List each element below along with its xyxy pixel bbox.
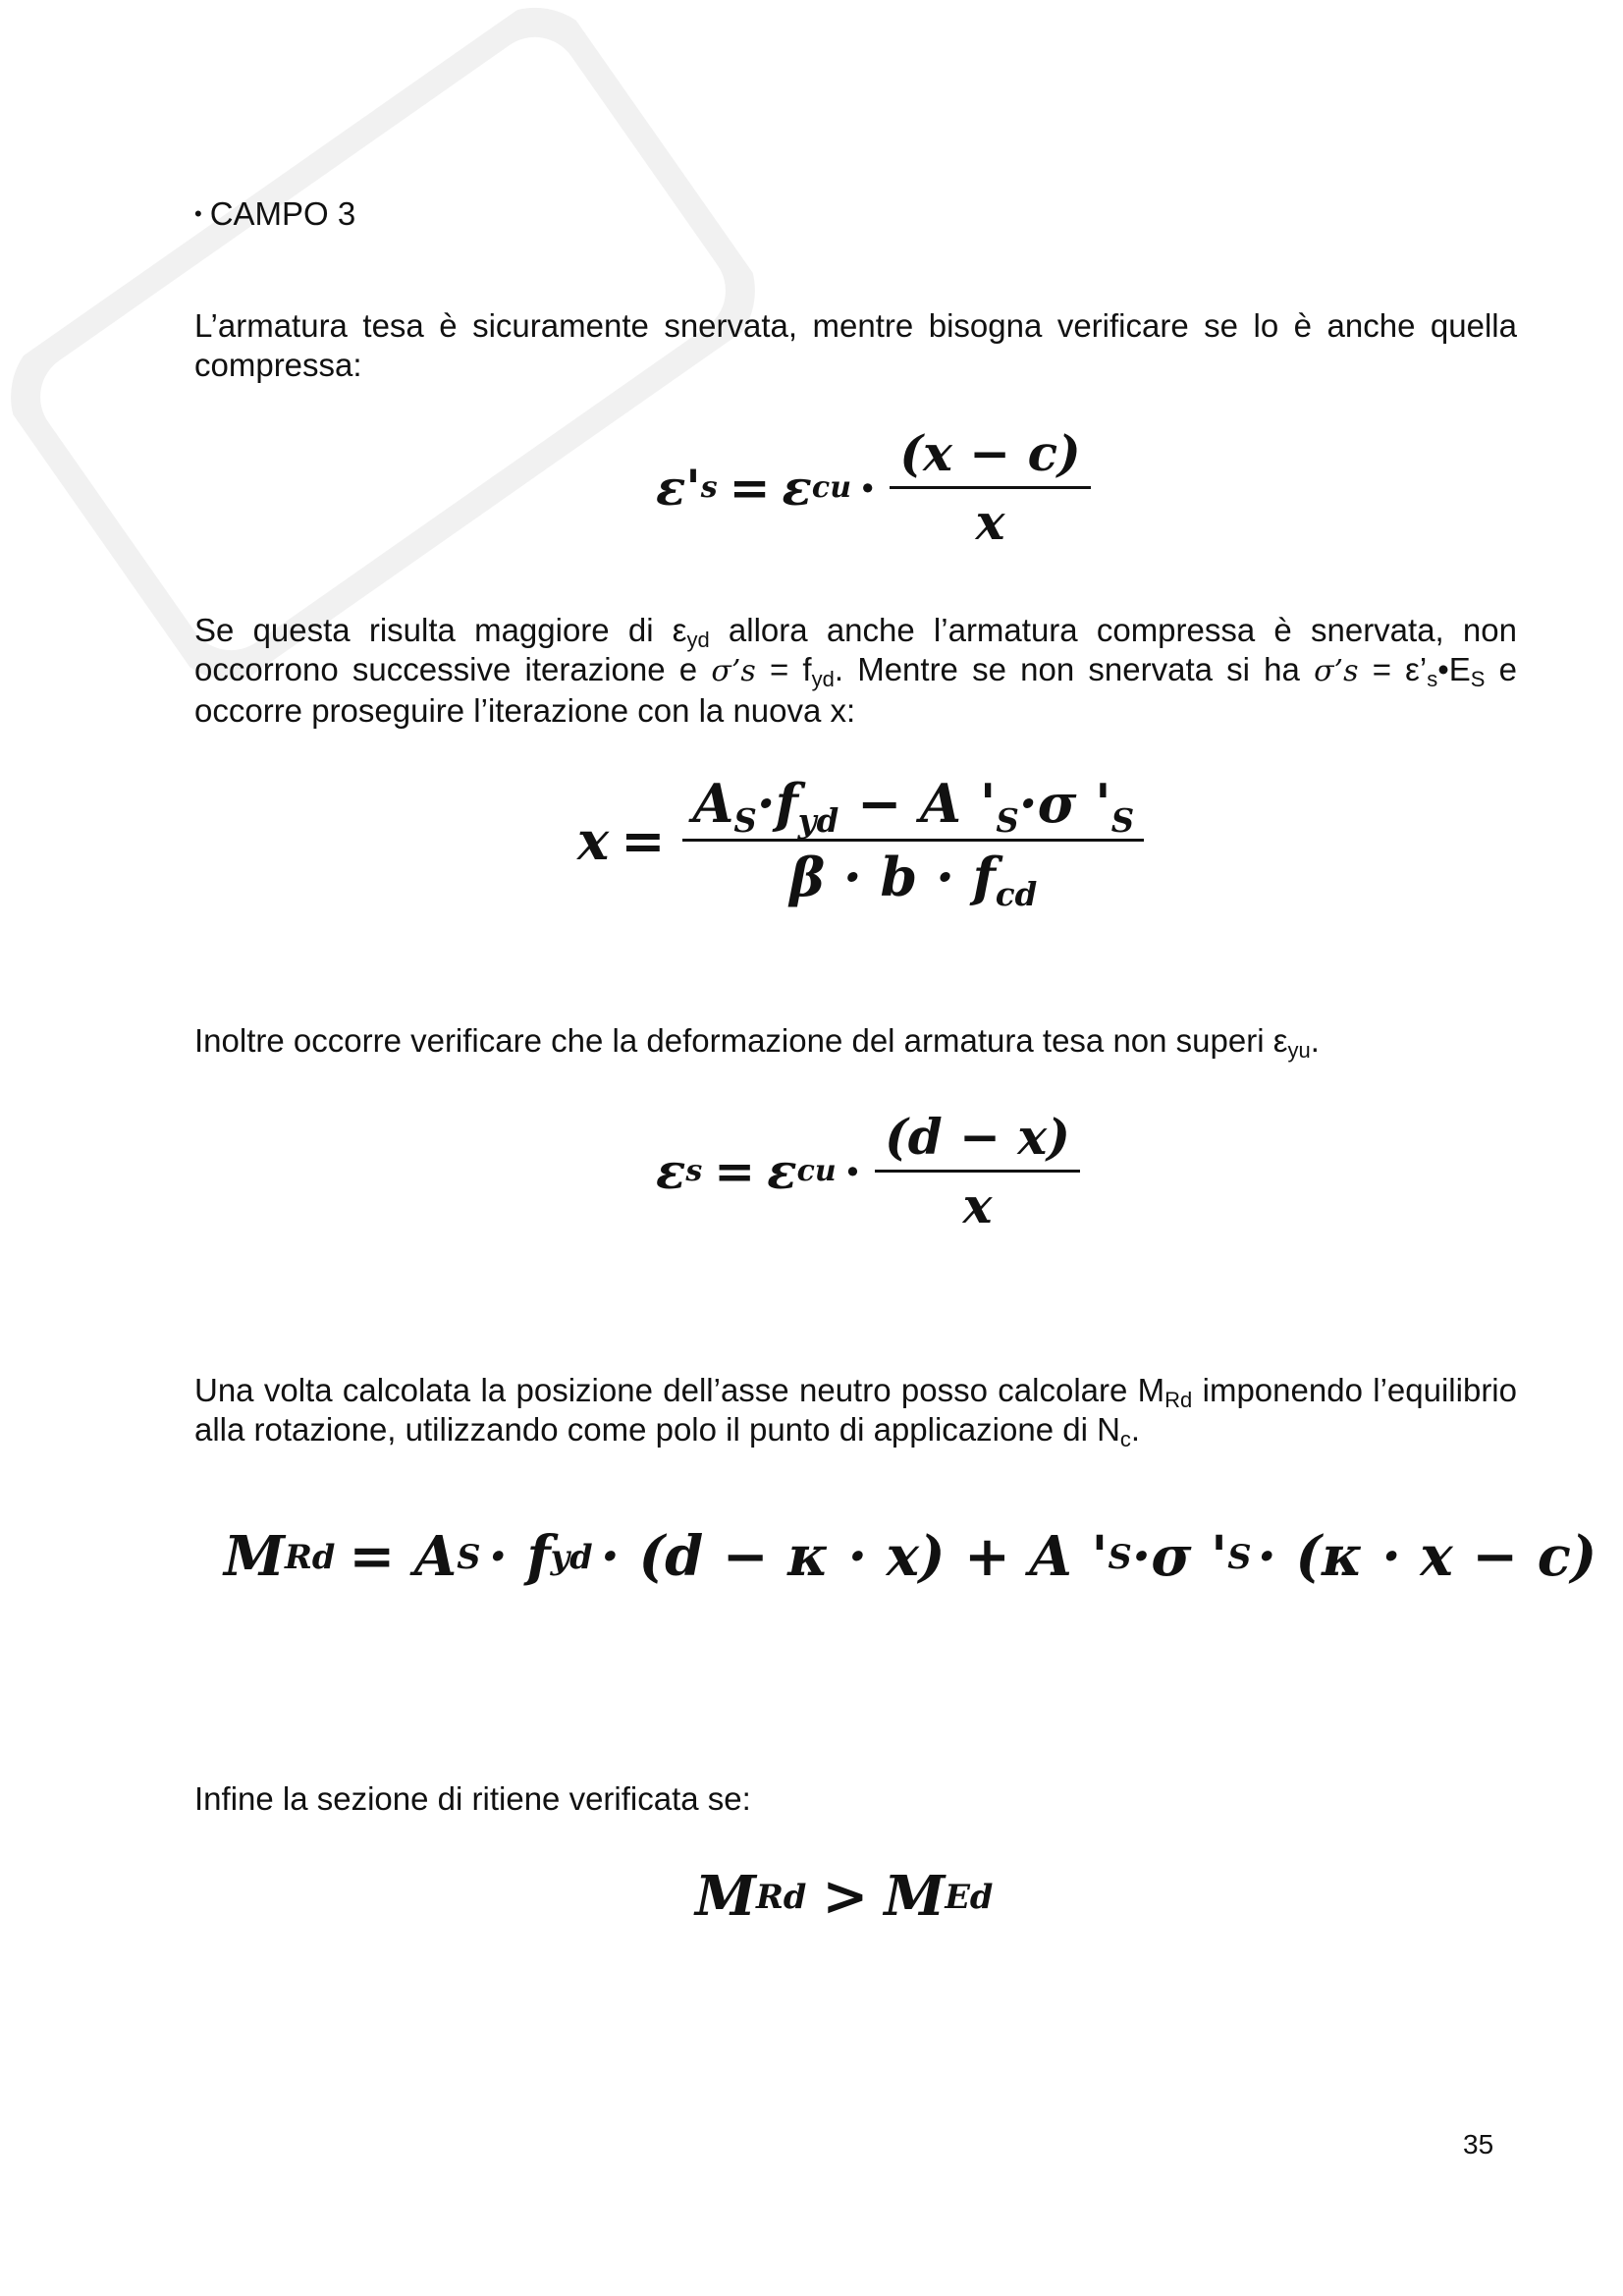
fraction: $\frac{(d - x)}{x}$ [875, 1108, 1080, 1234]
equation-strain-tension: ε s = ε cu · $\frac{(d - x)}{x}$ [656, 1108, 1086, 1234]
paragraph-moment: Una volta calcolata la posizione dell’asse neutro posso calcolare $M_{Rd}$ imponendo l’equilibrio alla rotazione, utilizzando come polo il punto di applicazione di $N_c$. [194, 1372, 1517, 1451]
equation-resisting-moment: M Rd = A S · f yd · (d − κ · x) + A ' S ·σ ' S · (κ · x − c) [224, 1524, 1597, 1589]
paragraph-tension-check: Inoltre occorre verificare che la deformazione del armatura tesa non superi $\varepsilon_{yu}$. [194, 1022, 1320, 1063]
equation-neutral-axis: x = $\frac{A_S\cdot f_{yd} - A '_S\cdot\sigma '_S}{\beta \cdot b \cdot f_{cd}}$ [577, 772, 1150, 908]
section-heading [194, 194, 355, 234]
paragraph-verification: Infine la sezione di ritiene verificata se: [194, 1780, 751, 1817]
equation-verification: M Rd > M Ed [695, 1864, 994, 1929]
page-number: 35 [1463, 2129, 1494, 2159]
heading-label: CAMPO 3 [209, 195, 356, 232]
fraction: $\frac{A_S\cdot f_{yd} - A '_S\cdot\sigma '_S}{\beta \cdot b \cdot f_{cd}}$ [682, 772, 1144, 908]
equation-strain-compressed: ε ' s = ε cu · $\frac{(x - c)}{x}$ [656, 424, 1097, 551]
fraction: $\frac{(x - c)}{x}$ [890, 424, 1090, 551]
paragraph-intro: L’armatura tesa è sicuramente snervata, mentre bisogna verificare se lo è anche quella compressa: [194, 307, 1517, 383]
paragraph-yield-check: Se questa risulta maggiore di $\varepsilon_{yd}$ allora anche l’armatura compressa è snervata, non occorrono successive iterazione e σ’s = $f_{yd}$. Mentre se non snervata si ha σ’s = $\varepsilon’_s•E_S$ e occorre proseguire l’iterazione con la nuova x: [194, 612, 1518, 729]
bullet-icon: • [194, 201, 202, 226]
